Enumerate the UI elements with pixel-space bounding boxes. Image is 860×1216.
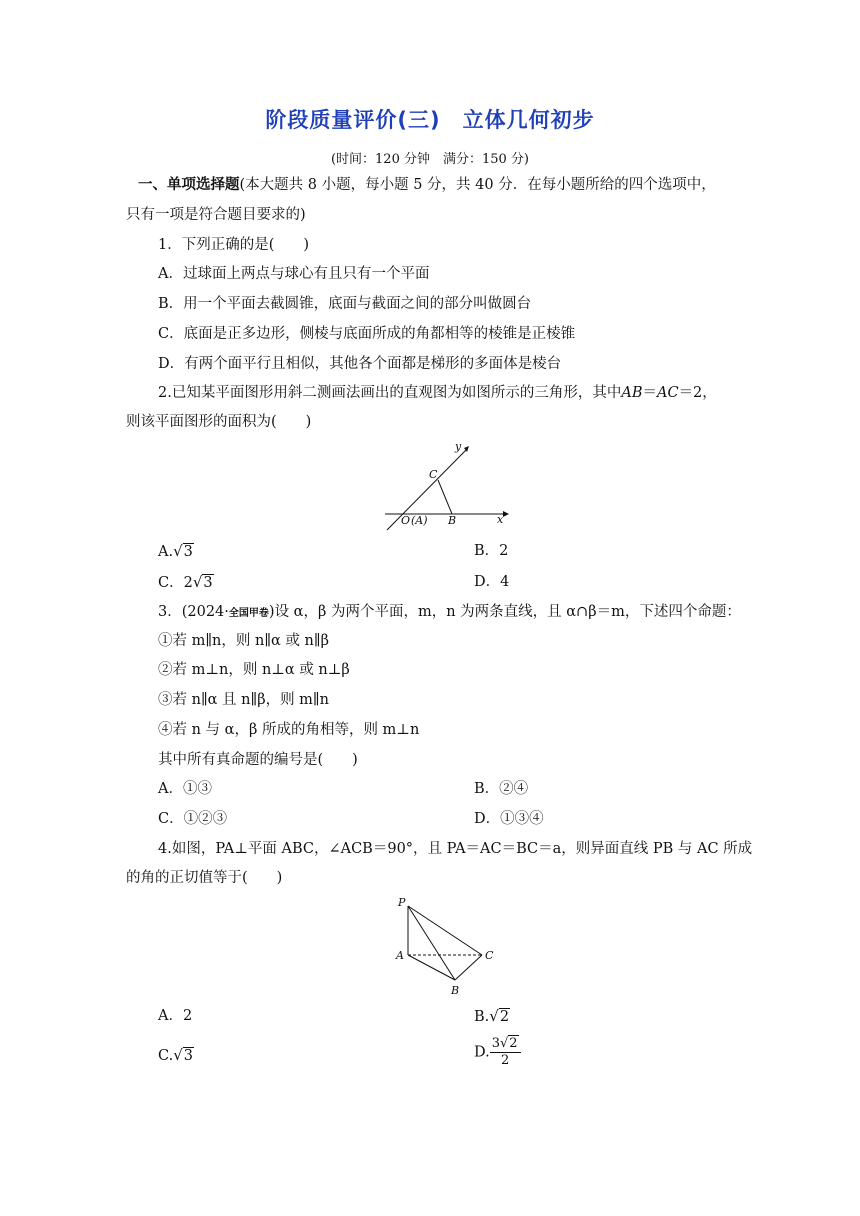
q4-option-d-fraction [490,1036,521,1069]
q2-label-o: O [401,514,411,527]
q1-option-d: D．有两个面平行且相似，其他各个面都是梯形的多面体是棱台 [158,356,562,372]
q4-d-radicand: 2 [509,1036,518,1051]
q4-edge-pb [408,906,455,980]
q2-eq-sign1: ＝ [642,385,657,401]
q3-proposition-4: ④若 n 与 α，β 所成的角相等，则 m⊥n [158,722,420,738]
q2-eq-ab: AB [621,385,643,401]
q4-edge-pc [408,906,482,955]
sqrt-sign: √2 [489,1007,510,1025]
q2-label-x: x [497,513,504,526]
q2-x-arrow [503,511,509,517]
q3-proposition-2: ②若 m⊥n，则 n⊥α 或 n⊥β [158,662,350,678]
q2-option-c-letter: C．2 [158,575,193,591]
q4-option-d [474,1036,521,1069]
q4-label-p: P [398,896,406,909]
q2-option-a [158,541,194,562]
q3-stem-text: )设 α，β 为两个平面，m，n 为两条直线，且 α∩β＝m，下述四个命题： [268,604,741,620]
q4-option-c-letter: C. [158,1048,174,1064]
q3-source-tag: 全国甲卷 [228,608,269,619]
title-part1: 阶段质量评价(三) [265,108,441,132]
q2-option-b: B．2 [474,543,509,559]
q3-proposition-1: ①若 m∥n，则 n∥α 或 n∥β [158,633,329,649]
title-part2: 立体几何初步 [462,108,595,132]
q2-stem-a: 2.已知某平面图形用斜二测画法画出的直观图为如图所示的三角形，其中 [158,385,622,401]
section1-desc2: 只有一项是符合题目要求的) [126,207,306,223]
q3-option-b: B．②④ [474,781,529,797]
q2-option-a-radicand: 3 [183,544,193,560]
q2-stem-line1 [158,383,717,403]
q1-option-b: B．用一个平面去截圆锥，底面与截面之间的部分叫做圆台 [158,296,532,312]
q2-option-a-letter: A. [158,544,174,560]
q3-proposition-3: ③若 n∥α 且 n∥β，则 m∥n [158,692,329,708]
section1-heading: 一、单项选择题 [138,177,240,193]
q3-option-c: C．①②③ [158,811,228,827]
q4-option-b [474,1006,510,1027]
q2-option-c [158,572,214,593]
q2-option-d: D．4 [474,574,510,590]
q2-figure [380,440,510,535]
q3-number: 3．(2024· [158,604,229,620]
q2-eq-ac: AC [656,385,679,401]
q4-label-b: B [451,984,460,997]
fraction-denominator: 2 [501,1053,510,1068]
fraction-numerator [490,1036,521,1053]
q1-option-c: C．底面是正多边形，侧棱与底面所成的角都相等的棱锥是正棱锥 [158,326,576,342]
section1-intro [138,175,716,195]
q4-stem-line2: 的角的正切值等于( ) [126,870,283,886]
section1-desc1: (本大题共 8 小题，每小题 5 分，共 40 分．在每小题所给的四个选项中， [239,177,716,193]
q2-label-a: (A) [411,514,428,527]
q1-stem: 1．下列正确的是( ) [158,237,310,253]
q4-figure [390,892,500,1002]
sqrt-sign: √3 [192,573,213,591]
q1-option-a: A．过球面上两点与球心有且只有一个平面 [158,266,430,282]
q2-option-c-radicand: 3 [203,575,213,591]
q4-option-c [158,1045,194,1066]
q2-stem-line2: 则该平面图形的面积为( ) [126,414,312,430]
q4-option-c-radicand: 3 [183,1048,193,1064]
exam-info: (时间：120 分钟 满分：150 分) [330,152,530,167]
q4-label-c: C [485,949,494,962]
q3-ask: 其中所有真命题的编号是( ) [158,752,358,768]
q4-label-a: A [396,949,404,962]
q4-d-coef: 3 [491,1036,500,1051]
q2-label-y: y [455,440,462,453]
sqrt-sign: √3 [173,1046,193,1064]
q3-stem [158,602,741,624]
q2-segment-cb [438,480,452,514]
q3-option-d: D．①③④ [474,811,544,827]
q4-option-b-letter: B. [474,1009,490,1025]
q4-edge-bc [455,955,482,980]
page-title [0,104,860,134]
q3-option-a: A．①③ [158,781,212,797]
q4-edge-ab [408,955,455,980]
q4-stem-line1: 4.如图，PA⊥平面 ABC，∠ACB＝90°，且 PA＝AC＝BC＝a，则异面直线 PB 与 AC 所成 [158,841,753,857]
sqrt-sign: √3 [173,542,193,560]
q4-option-b-radicand: 2 [499,1009,510,1025]
q2-label-b: B [448,514,457,527]
q2-eq-val: ＝2， [678,385,717,401]
q4-option-d-letter: D. [474,1044,490,1061]
q2-label-c: C [429,468,438,481]
q4-option-a: A．2 [158,1008,193,1024]
sqrt-sign: √2 [500,1036,518,1051]
